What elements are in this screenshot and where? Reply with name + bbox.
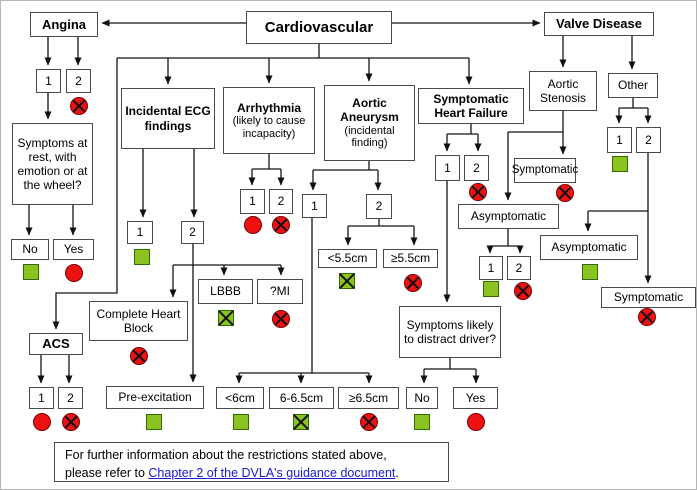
node-aortic-aneurysm-title: Aortic Aneurysm — [340, 96, 399, 125]
bar-with-cross-marker-icon — [514, 282, 532, 300]
node-aneurysm-option-2: 2 — [366, 194, 392, 219]
node-query-mi: ?MI — [257, 279, 303, 304]
node-arrhythmia-option-1: 1 — [240, 189, 265, 214]
footer-note-line2-suffix: . — [395, 465, 399, 480]
node-cardiovascular: Cardiovascular — [246, 11, 392, 44]
clear-with-cross-marker-icon — [293, 414, 309, 430]
node-ge-5-5cm: ≥5.5cm — [383, 249, 438, 268]
node-angina-option-1: 1 — [36, 69, 61, 93]
node-arrhythmia-subtitle: (likely to cause incapacity) — [232, 114, 306, 140]
bar-with-cross-marker-icon — [556, 184, 574, 202]
node-acs-option-1: 1 — [29, 387, 54, 409]
clear-marker-icon — [23, 264, 39, 280]
node-angina: Angina — [30, 12, 98, 37]
node-other-option-2: 2 — [636, 127, 661, 153]
node-stenosis-asymptomatic: Asymptomatic — [458, 204, 559, 229]
node-other-asymptomatic: Asymptomatic — [540, 235, 638, 260]
clear-marker-icon — [612, 156, 628, 172]
node-aortic-aneurysm-subtitle: (incidental finding) — [344, 124, 395, 150]
bar-marker-icon — [65, 264, 83, 282]
node-arrhythmia — [223, 87, 315, 154]
node-other-symptomatic: Symptomatic — [601, 287, 696, 308]
bar-with-cross-marker-icon — [70, 97, 88, 115]
node-ecg-option-2: 2 — [181, 221, 204, 244]
node-acs: ACS — [29, 333, 83, 355]
node-arrhythmia-option-2: 2 — [269, 189, 293, 214]
node-stenosis-option-1: 1 — [479, 256, 503, 280]
clear-marker-icon — [146, 414, 162, 430]
node-stenosis-option-2: 2 — [507, 256, 531, 280]
node-symptoms-yes: Yes — [53, 239, 94, 260]
bar-marker-icon — [244, 216, 262, 234]
footer-note-line2-prefix: please refer to — [65, 465, 149, 480]
clear-marker-icon — [483, 281, 499, 297]
node-distract-no: No — [406, 387, 438, 409]
bar-with-cross-marker-icon — [469, 183, 487, 201]
node-less-5-5cm: <5.5cm — [318, 249, 377, 268]
dvla-guidance-link[interactable]: Chapter 2 of the DVLA's guidance document — [148, 465, 396, 480]
bar-with-cross-marker-icon — [404, 274, 422, 292]
node-stenosis-symptomatic: Symptomatic — [514, 158, 576, 183]
node-shf-option-2: 2 — [464, 155, 489, 181]
clear-with-cross-marker-icon — [339, 273, 355, 289]
node-complete-heart-block: Complete Heart Block — [89, 301, 188, 341]
node-less-6cm: <6cm — [216, 387, 264, 409]
node-symptomatic-heart-failure: Symptomatic Heart Failure — [418, 88, 524, 124]
node-valve-disease: Valve Disease — [544, 12, 654, 36]
node-angina-option-2: 2 — [66, 69, 91, 93]
bar-with-cross-marker-icon — [130, 347, 148, 365]
node-ge-6-5cm: ≥6.5cm — [338, 387, 399, 409]
bar-with-cross-marker-icon — [62, 413, 80, 431]
node-aneurysm-option-1: 1 — [302, 194, 327, 218]
node-incidental-ecg-findings: Incidental ECG findings — [121, 88, 215, 149]
node-symptoms-at-rest: Symptoms at rest, with emotion or at the wheel? — [12, 123, 93, 205]
clear-marker-icon — [134, 249, 150, 265]
node-ecg-option-1: 1 — [127, 221, 153, 244]
footer-note — [54, 442, 449, 482]
bar-marker-icon — [467, 413, 485, 431]
node-distract-yes: Yes — [453, 387, 498, 409]
clear-marker-icon — [582, 264, 598, 280]
bar-with-cross-marker-icon — [638, 308, 656, 326]
node-aortic-aneurysm — [324, 85, 415, 161]
bar-marker-icon — [33, 413, 51, 431]
node-arrhythmia-title: Arrhythmia — [236, 100, 301, 115]
node-aortic-stenosis: Aortic Stenosis — [529, 71, 597, 111]
node-other: Other — [608, 73, 658, 98]
bar-with-cross-marker-icon — [360, 413, 378, 431]
node-pre-excitation: Pre-excitation — [106, 386, 204, 409]
node-lbbb: LBBB — [198, 279, 253, 304]
footer-note-line2 — [65, 465, 438, 483]
clear-marker-icon — [414, 414, 430, 430]
clear-with-cross-marker-icon — [218, 310, 234, 326]
bar-with-cross-marker-icon — [272, 310, 290, 328]
node-shf-option-1: 1 — [435, 155, 460, 181]
node-symptoms-distract-driver: Symptoms likely to distract driver? — [399, 306, 501, 358]
node-6-to-6-5cm: 6-6.5cm — [269, 387, 334, 409]
node-symptoms-no: No — [11, 239, 49, 260]
node-acs-option-2: 2 — [58, 387, 83, 409]
clear-marker-icon — [233, 414, 249, 430]
footer-note-line1: For further information about the restrictions stated above, — [65, 448, 387, 462]
bar-with-cross-marker-icon — [272, 216, 290, 234]
node-other-option-1: 1 — [607, 127, 632, 153]
